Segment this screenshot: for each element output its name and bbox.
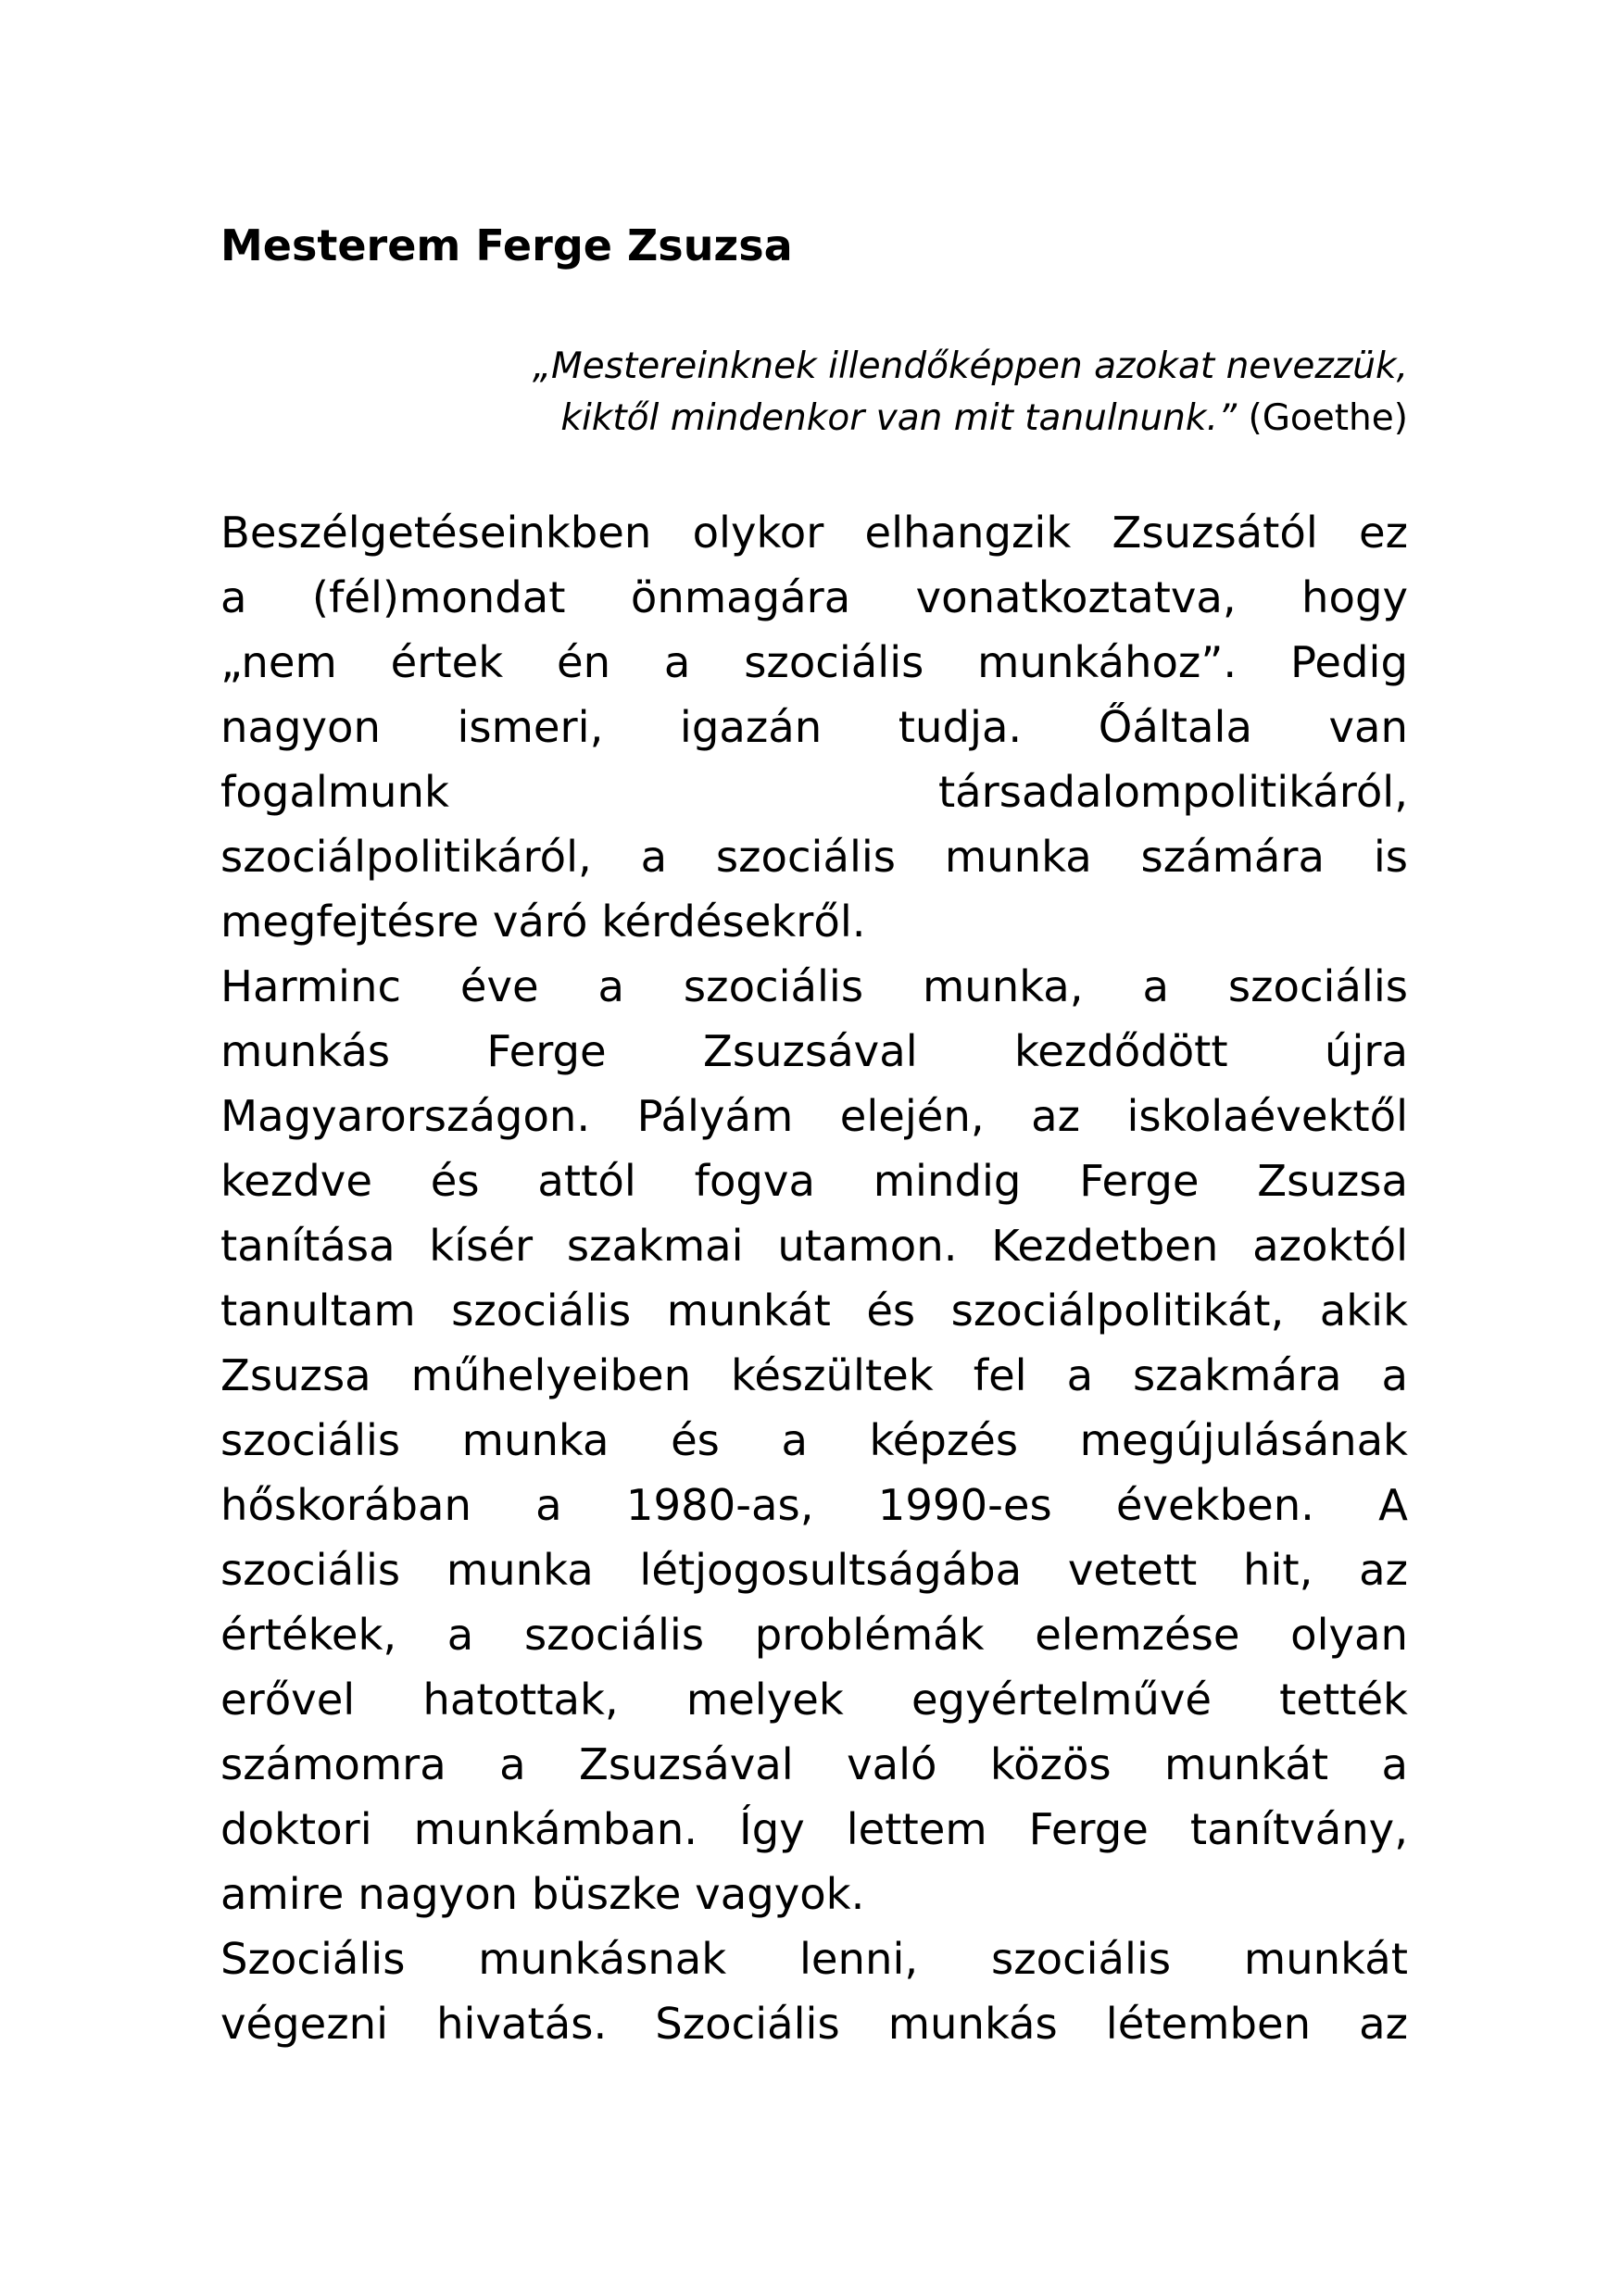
document-title: Mesterem Ferge Zsuzsa bbox=[220, 220, 793, 270]
text-line: megfejtésre váró kérdésekről. bbox=[220, 897, 866, 947]
epigraph-line-2 bbox=[220, 393, 1408, 445]
text-line: munkás Ferge Zsuzsával kezdődött újra bbox=[220, 1026, 1408, 1076]
epigraph-line-1: „Mestereinknek illendőképpen azokat nevezzük, bbox=[532, 345, 1408, 387]
epigraph bbox=[220, 341, 1408, 445]
text-line: erővel hatottak, melyek egyértelművé tették bbox=[220, 1675, 1408, 1725]
text-line: Szociális munkásnak lenni, szociális munkát bbox=[220, 1934, 1408, 1984]
text-line: Beszélgetéseinkben olykor elhangzik Zsuzsától ez bbox=[220, 508, 1408, 558]
text-line: amire nagyon büszke vagyok. bbox=[220, 1869, 865, 1919]
text-line: „nem értek én a szociális munkához”. Pedig bbox=[220, 637, 1408, 687]
text-line: Harminc éve a szociális munka, a szociális bbox=[220, 961, 1408, 1011]
text-line: tanultam szociális munkát és szociálpolitikát, akik bbox=[220, 1286, 1408, 1336]
text-line: végezni hivatás. Szociális munkás létemben az bbox=[220, 1999, 1408, 2049]
text-line: hőskorában a 1980-as, 1990-es években. A bbox=[220, 1480, 1408, 1530]
paragraph-3 bbox=[220, 1926, 1408, 2056]
epigraph-author: (Goethe) bbox=[1237, 397, 1408, 439]
text-line: fogalmunk társadalompolitikáról, bbox=[220, 767, 1408, 817]
text-line: Zsuzsa műhelyeiben készültek fel a szakmára a bbox=[220, 1350, 1408, 1400]
epigraph-quote-end: kiktől mindenkor van mit tanulnunk.” bbox=[560, 397, 1238, 439]
text-line: számomra a Zsuzsával való közös munkát a bbox=[220, 1739, 1408, 1789]
text-line: a (fél)mondat önmagára vonatkoztatva, hogy bbox=[220, 572, 1408, 622]
text-line: szociálpolitikáról, a szociális munka számára is bbox=[220, 832, 1408, 882]
paragraph-2 bbox=[220, 954, 1408, 1926]
text-line: Magyarországon. Pályám elején, az iskolaévektől bbox=[220, 1091, 1408, 1141]
body-text bbox=[220, 500, 1408, 2056]
text-line: kezdve és attól fogva mindig Ferge Zsuzsa bbox=[220, 1156, 1408, 1206]
paragraph-1 bbox=[220, 500, 1408, 954]
text-line: szociális munka és a képzés megújulásának bbox=[220, 1415, 1408, 1465]
text-line: nagyon ismeri, igazán tudja. Őáltala van bbox=[220, 702, 1408, 752]
text-line: szociális munka létjogosultságába vetett hit, az bbox=[220, 1545, 1408, 1595]
document-page bbox=[220, 213, 1408, 2056]
text-line: tanítása kísér szakmai utamon. Kezdetben azoktól bbox=[220, 1221, 1408, 1271]
text-line: értékek, a szociális problémák elemzése olyan bbox=[220, 1610, 1408, 1660]
text-line: doktori munkámban. Így lettem Ferge tanítvány, bbox=[220, 1804, 1408, 1854]
